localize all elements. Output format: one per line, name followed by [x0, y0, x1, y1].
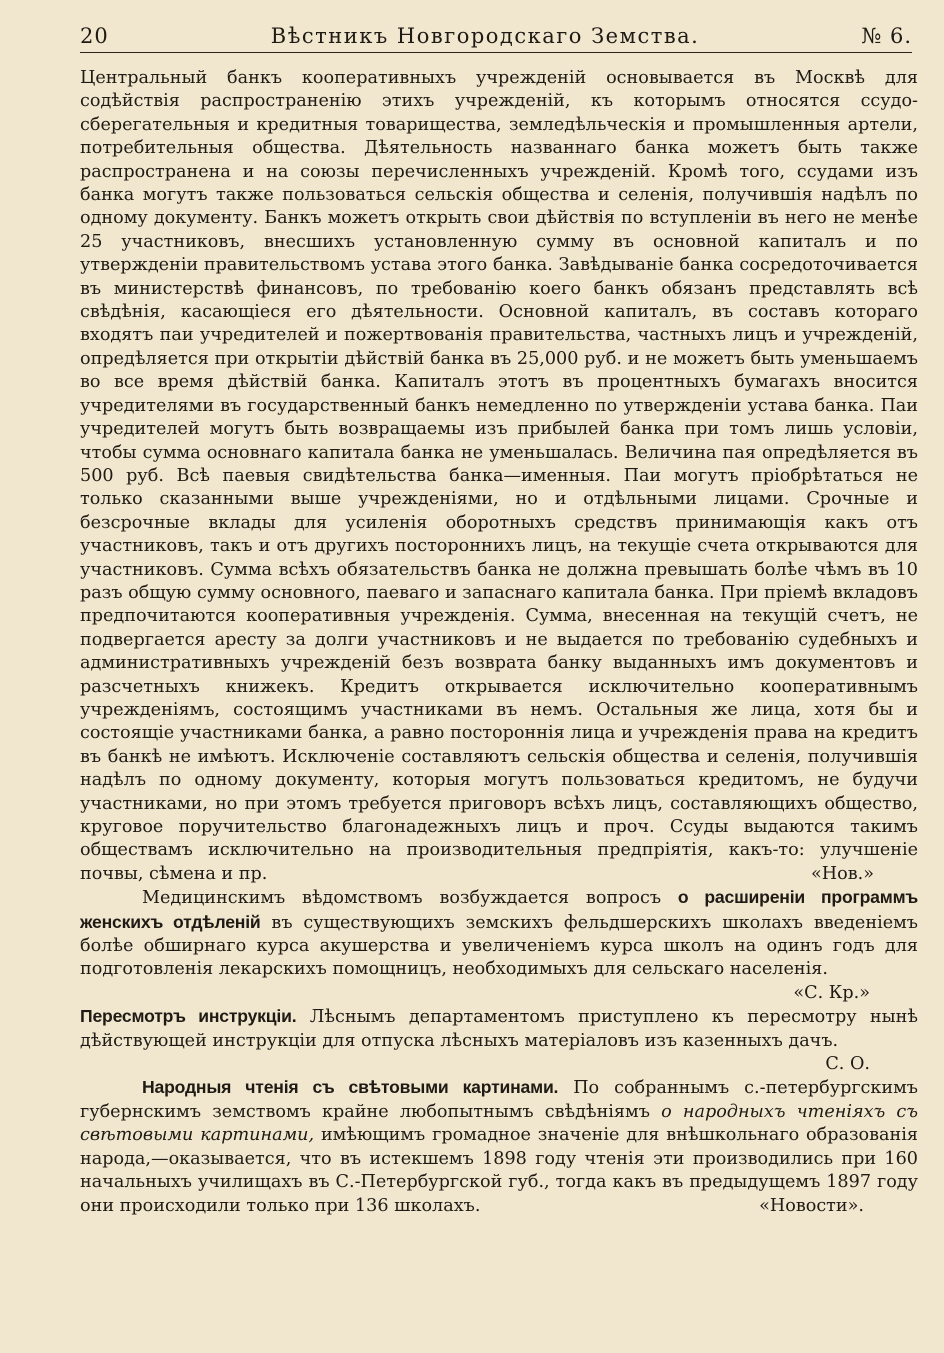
article-folk-readings-source: «Новости».: [759, 1195, 864, 1216]
article-folk-readings: [80, 1076, 918, 1217]
article-folk-readings-italic: о народныхъ чтеніяхъ съ свѣтовыми картинами,: [80, 1101, 919, 1146]
article-folk-readings-text1: По собраннымъ с.-петербургскимъ губернскимъ земствомъ крайне любопытнымъ свѣдѣніямъ: [80, 1078, 919, 1122]
journal-title: Вѣстникъ Новгородскаго Земства.: [270, 24, 700, 48]
article-folk-readings-text2: имѣющимъ громадное значеніе для внѣшкольнаго образованія народа,—оказывается, что въ истекшемъ 1898 году чтенія эти производились при 160 начальныхъ училищахъ въ С.-Петербургской губ., тогда какъ въ предыдущемъ 1897 году они происходили только при 136 школахъ.: [80, 1125, 918, 1216]
article-instruction-review-source: С. О.: [825, 1054, 870, 1075]
article-womens-departments-lead: Медицинскимъ вѣдомствомъ возбуждается вопросъ: [142, 888, 662, 909]
article-central-bank: [80, 67, 918, 886]
article-womens-departments-source: «С. Кр.»: [793, 982, 870, 1003]
issue-number: № 6.: [861, 24, 912, 48]
article-instruction-review-heading: Пересмотръ инструкціи.: [80, 1006, 297, 1027]
article-folk-readings-heading: Народныя чтенія съ свѣтовыми картинами.: [142, 1077, 559, 1098]
article-central-bank-source: «Нов.»: [811, 863, 874, 884]
page-number: 20: [80, 24, 109, 48]
article-instruction-review-text: Лѣснымъ департаментомъ приступлено къ пересмотру нынѣ дѣйствующей инструкціи для отпуска лѣсныхъ матеріаловъ изъ казенныхъ дачъ.: [80, 1007, 918, 1051]
article-instruction-review: [80, 1005, 918, 1075]
article-womens-departments: [80, 886, 919, 1003]
article-central-bank-text: Центральный банкъ кооперативныхъ учрежденій основывается въ Москвѣ для содѣйствія распространенію этихъ учрежденій, къ которымъ относятся ссудо-сберегательныя и кредитныя товарищества, земледѣльческія и промышленныя артели, потребительныя общества. Дѣятельность названнаго банка можетъ быть также распространена и на союзы перечисленныхъ учрежденій. Кромѣ того, ссудами изъ банка могутъ также пользоваться сельскія общества и селенія, получившія надѣлъ по одному документу. Банкъ можетъ открыть свои дѣйствія по вступленіи въ него не менѣе 25 участниковъ, внесшихъ установленную сумму въ основной капиталъ и по утвержденіи правительствомъ устава этого банка. Завѣдываніе банка сосредоточивается въ министерствѣ финансовъ, по требованію коего банкъ обязанъ представлять всѣ свѣдѣнія, касающіеся его дѣятельности. Основной капиталъ, въ составъ котораго входятъ паи учредителей и пожертвованія правительства, частныхъ лицъ и учрежденій, опредѣляется при открытіи дѣйствій банка въ 25,000 руб. и не можетъ быть уменьшаемъ во все время дѣйствій банка. Капиталъ этотъ въ процентныхъ бумагахъ вносится учредителями въ государственный банкъ немедленно по утвержденіи устава банка. Паи учредителей могутъ быть возвращаемы изъ прибылей банка при томъ лишь условіи, чтобы сумма основнаго капитала банка не уменьшалась. Величина пая опредѣляется въ 500 руб. Всѣ паевыя свидѣтельства банка—именныя. Паи могутъ пріобрѣтаться не только сказанными выше учрежденіями, но и отдѣльными лицами. Срочные и безсрочные вклады для усиленія оборотныхъ средствъ принимающія какъ отъ участниковъ, такъ и отъ другихъ постороннихъ лицъ, на текущіе счета открываются для участниковъ. Сумма всѣхъ обязательствъ банка не должна превышать болѣе чѣмъ въ 10 разъ общую сумму основного, паеваго и запаснаго капитала банка. При пріемѣ вкладовъ предпочитаются кооперативныя учрежденія. Сумма, внесенная на текущій счетъ, не подвергается аресту за долги участниковъ и не выдается по требованію судебныхъ и административныхъ учрежденій безъ возврата банку выданныхъ имъ документовъ и разсчетныхъ книжекъ. Кредитъ открывается исключительно кооперативнымъ учрежденіямъ, состоящимъ участниками въ немъ. Остальныя же лица, хотя бы и состоящіе участниками банка, а равно постороннія лица и учрежденія права на кредитъ въ банкѣ не имѣютъ. Исключеніе составляютъ сельскія общества и селенія, получившія надѣлъ по одному документу, которыя могутъ пользоваться кредитомъ, не будучи участниками, но при этомъ требуется приговоръ всѣхъ лицъ, составляющихъ общество, круговое поручительство благонадежныхъ лицъ и проч. Ссуды выдаются такимъ обществамъ исключительно на производительныя предпріятія, какъ-то: улучшеніе почвы, сѣмена и пр.: [80, 68, 918, 884]
article-womens-departments-heading: о расширеніи программъ женскихъ отдѣленій: [80, 887, 919, 932]
article-body: [80, 67, 918, 1218]
page-header: [80, 24, 912, 53]
article-womens-departments-text: въ существующихъ земскихъ фельдшерскихъ школахъ введеніемъ болѣе обширнаго курса акушерства и увеличеніемъ курса школъ на одинъ годъ для подготовленія лекарскихъ помощницъ, необходимыхъ для сельскаго населенія.: [80, 912, 918, 980]
